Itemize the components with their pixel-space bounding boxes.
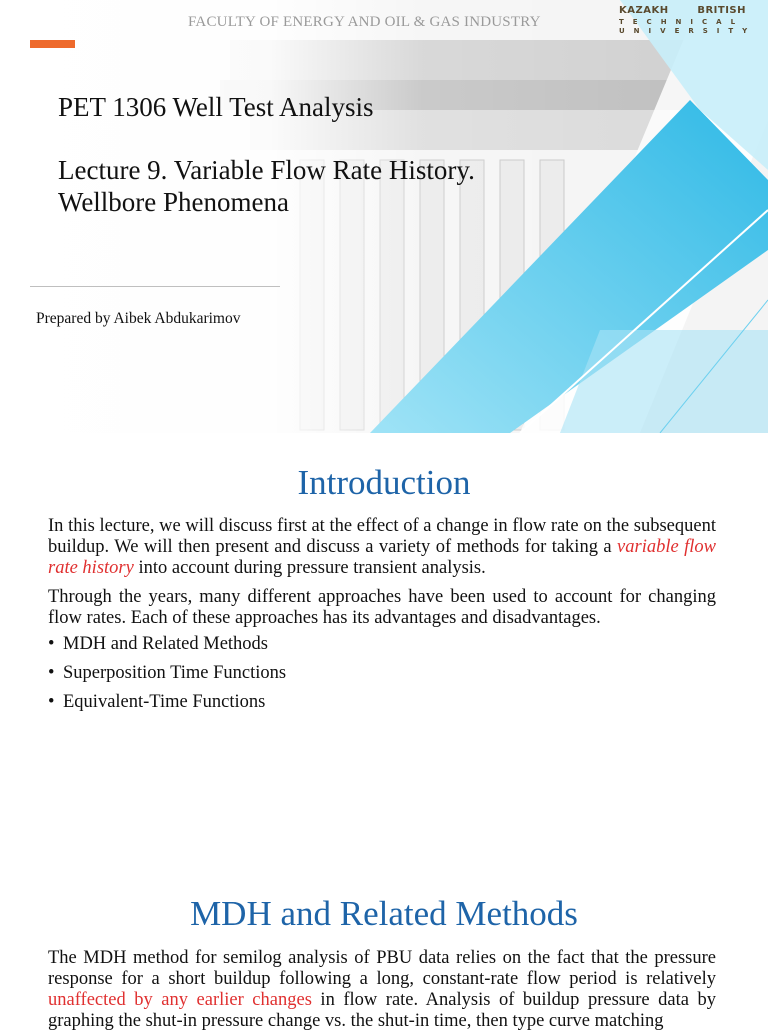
bullet-icon: •	[48, 634, 55, 654]
intro-p1-highlight: variable flow rate history	[48, 537, 716, 578]
accent-bar	[30, 40, 75, 48]
lecture-title-line2: Wellbore Phenomena	[58, 187, 290, 217]
logo-word-right: BRITISH	[697, 5, 746, 16]
logo-word-left: KAZAKH	[619, 5, 669, 16]
bullet-icon: •	[48, 692, 55, 712]
intro-paragraph-2: Through the years, many different approaches have been used to account for changing flow rates. Each of these approaches has its advantages and disadvantages.	[48, 587, 716, 628]
title-slide	[0, 0, 768, 433]
intro-paragraph-1	[48, 516, 716, 579]
list-item	[48, 663, 286, 692]
list-item-label: Superposition Time Functions	[63, 663, 287, 683]
methods-list	[48, 634, 286, 721]
introduction-slide	[0, 433, 768, 1031]
logo-word-tech: TECHNICAL	[619, 18, 745, 26]
mdh-text-b: in flow rate. Analysis of buildup pressure data by graphing the shut-in pressure change vs. the shut-in time, then type curve matching	[48, 990, 716, 1031]
university-logo	[616, 0, 757, 38]
lecture-title	[58, 154, 475, 218]
divider	[30, 286, 280, 287]
author-line: Prepared by Aibek Abdukarimov	[36, 310, 241, 327]
list-item	[48, 692, 286, 721]
course-title: PET 1306 Well Test Analysis	[58, 92, 374, 122]
faculty-title: FACULTY OF ENERGY AND OIL & GAS INDUSTRY	[188, 14, 541, 30]
mdh-paragraph	[48, 948, 716, 1032]
intro-p1-text-b: into account during pressure transient analysis.	[133, 558, 486, 578]
list-item	[48, 634, 286, 663]
list-item-label: Equivalent-Time Functions	[63, 692, 266, 712]
introduction-heading: Introduction	[297, 463, 471, 502]
list-item-label: MDH and Related Methods	[63, 634, 269, 654]
lecture-title-line1: Lecture 9. Variable Flow Rate History.	[58, 155, 475, 185]
mdh-highlight: unaffected by any earlier changes	[48, 990, 312, 1010]
logo-word-uni: UNIVERSITY	[619, 27, 757, 35]
mdh-heading: MDH and Related Methods	[190, 894, 578, 933]
bullet-icon: •	[48, 663, 55, 683]
intro-p1-text-a: In this lecture, we will discuss first at the effect of a change in flow rate on the subsequent buildup. We will then present and discuss a variety of methods for taking a	[48, 516, 716, 557]
mdh-text-a: The MDH method for semilog analysis of PBU data relies on the fact that the pressure response for a short buildup following a long, constant-rate flow period is relatively	[48, 948, 716, 989]
